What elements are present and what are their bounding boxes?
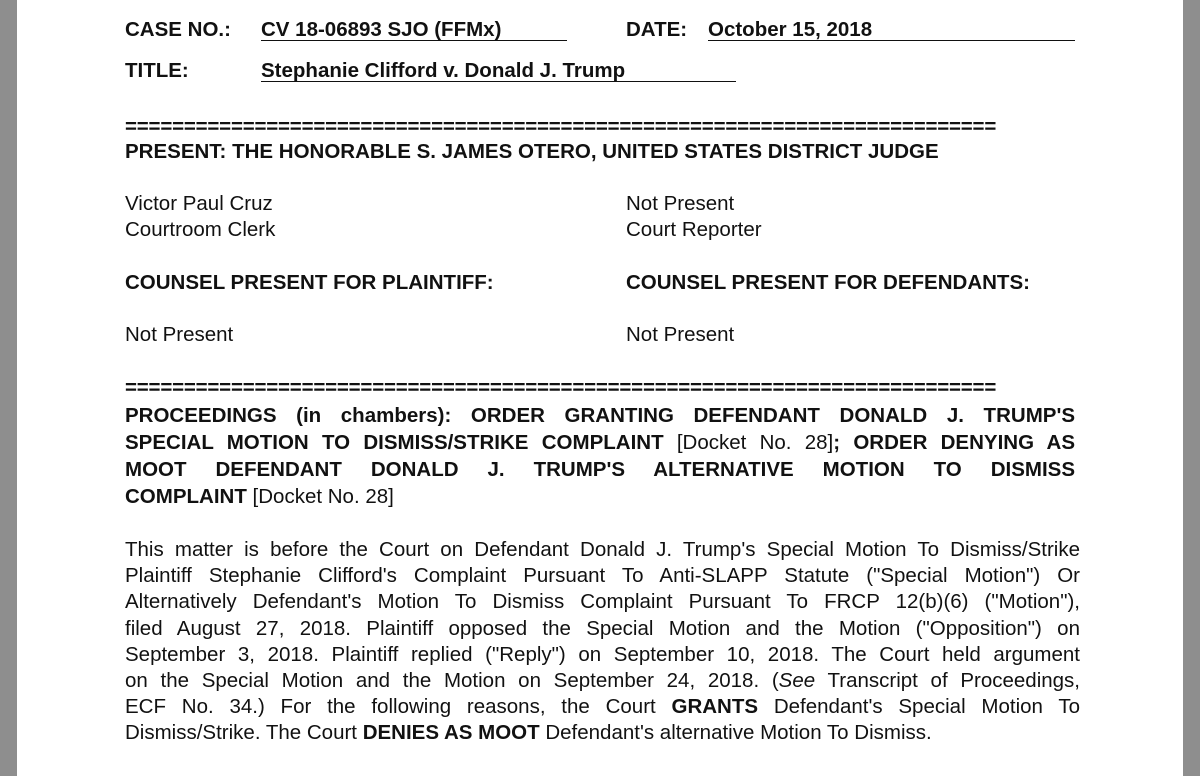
body-text: ECF No. 34.) For the following reasons, the Court	[125, 695, 672, 719]
date-label: DATE:	[626, 18, 688, 41]
body-text: Defendant's alternative Motion To Dismiss.	[539, 721, 932, 745]
body-line	[125, 668, 1080, 694]
docket-ref: [Docket No. 28]	[663, 431, 834, 454]
case-no-value: CV 18-06893 SJO (FFMx)	[261, 18, 567, 42]
separator-rule: ==========================================================================	[125, 376, 997, 399]
body-text: Defendant's Special Motion To	[758, 695, 1080, 719]
body-line: Plaintiff Stephanie Clifford's Complaint Pursuant To Anti-SLAPP Statute ("Special Motion") Or	[125, 564, 1080, 588]
body-text: on the Special Motion and the Motion on September 24, 2018. (	[125, 669, 779, 693]
clerk-name: Victor Paul Cruz	[125, 192, 273, 215]
proceedings-complaint: COMPLAINT	[125, 485, 247, 508]
proceedings-motion-title: SPECIAL MOTION TO DISMISS/STRIKE COMPLAINT	[125, 431, 664, 454]
proceedings-order-denying: ; ORDER DENYING AS	[833, 431, 1076, 454]
body-paragraph	[125, 537, 1080, 747]
see-signal: See	[778, 669, 816, 693]
grants-text: GRANTS	[671, 695, 759, 719]
separator-rule: ==========================================================================	[125, 115, 997, 138]
title-label: TITLE:	[125, 59, 189, 82]
body-line: September 3, 2018. Plaintiff replied ("Reply") on September 10, 2018. The Court held argument	[125, 642, 1080, 666]
body-text: Dismiss/Strike. The Court	[125, 721, 363, 745]
date-value: October 15, 2018	[708, 18, 1075, 42]
denies-as-moot-text: DENIES AS MOOT	[362, 721, 540, 745]
proceedings-line-1: PROCEEDINGS (in chambers): ORDER GRANTING DEFENDANT DONALD J. TRUMP'S	[125, 404, 1075, 427]
document-page	[17, 0, 1183, 776]
counsel-defendants-label: COUNSEL PRESENT FOR DEFENDANTS:	[626, 271, 1030, 294]
title-value: Stephanie Clifford v. Donald J. Trump	[261, 59, 736, 83]
clerk-role: Courtroom Clerk	[125, 218, 276, 241]
case-no-label: CASE NO.:	[125, 18, 231, 41]
proceedings-line-4	[125, 485, 394, 509]
body-line	[125, 694, 1080, 720]
counsel-plaintiff-value: Not Present	[125, 323, 234, 346]
proceedings-line-3: MOOT DEFENDANT DONALD J. TRUMP'S ALTERNATIVE MOTION TO DISMISS	[125, 458, 1075, 481]
reporter-role: Court Reporter	[626, 218, 762, 241]
body-text: Transcript of Proceedings,	[815, 669, 1080, 693]
present-line: PRESENT: THE HONORABLE S. JAMES OTERO, UNITED STATES DISTRICT JUDGE	[125, 140, 939, 163]
docket-ref: [Docket No. 28]	[246, 485, 394, 508]
counsel-plaintiff-label: COUNSEL PRESENT FOR PLAINTIFF:	[125, 271, 494, 294]
body-line: filed August 27, 2018. Plaintiff opposed the Special Motion and the Motion ("Opposition") on	[125, 616, 1080, 640]
reporter-name: Not Present	[626, 192, 735, 215]
body-line: This matter is before the Court on Defendant Donald J. Trump's Special Motion To Dismiss/Strike	[125, 538, 1080, 561]
body-line	[125, 720, 1080, 746]
counsel-defendants-value: Not Present	[626, 323, 735, 346]
body-line: Alternatively Defendant's Motion To Dismiss Complaint Pursuant To FRCP 12(b)(6) ("Motion"),	[125, 590, 1080, 614]
proceedings-line-2	[125, 430, 1075, 457]
